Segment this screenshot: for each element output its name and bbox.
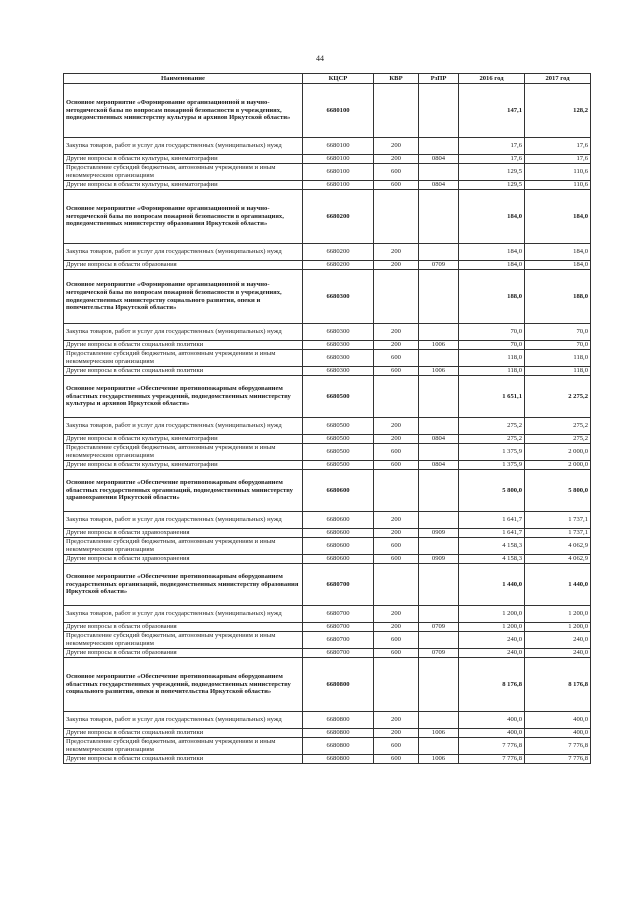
cell-kcsr: 6680500 bbox=[303, 376, 374, 418]
cell-kvr: 600 bbox=[374, 649, 419, 658]
cell-2016: 129,5 bbox=[459, 181, 525, 190]
cell-kvr bbox=[374, 564, 419, 606]
table-row bbox=[64, 138, 591, 155]
cell-rzpr bbox=[419, 418, 459, 435]
cell-rzpr: 1006 bbox=[419, 341, 459, 350]
cell-name: Основное мероприятие «Формирование организационной и научно-методической базы по вопросам пожарной безопасности в организациях, подведомственных министерству образования Иркутской области» bbox=[64, 190, 303, 244]
column-header-2017: 2017 год bbox=[525, 74, 591, 84]
cell-2017: 110,6 bbox=[525, 181, 591, 190]
cell-2016: 240,0 bbox=[459, 632, 525, 649]
cell-kcsr: 6680600 bbox=[303, 512, 374, 529]
cell-kcsr: 6680300 bbox=[303, 341, 374, 350]
cell-kcsr: 6680300 bbox=[303, 367, 374, 376]
cell-name: Закупка товаров, работ и услуг для государственных (муниципальных) нужд bbox=[64, 138, 303, 155]
cell-kvr bbox=[374, 270, 419, 324]
cell-rzpr bbox=[419, 376, 459, 418]
cell-name: Другие вопросы в области образования bbox=[64, 649, 303, 658]
cell-rzpr: 0909 bbox=[419, 555, 459, 564]
cell-name: Предоставление субсидий бюджетным, автономным учреждениям и иным некоммерческим организациям bbox=[64, 350, 303, 367]
cell-kcsr: 6680500 bbox=[303, 418, 374, 435]
cell-kvr: 200 bbox=[374, 418, 419, 435]
cell-kcsr: 6680200 bbox=[303, 261, 374, 270]
table-row bbox=[64, 261, 591, 270]
cell-2017: 70,0 bbox=[525, 341, 591, 350]
cell-kcsr: 6680800 bbox=[303, 755, 374, 764]
cell-2016: 118,0 bbox=[459, 350, 525, 367]
table-row bbox=[64, 341, 591, 350]
cell-rzpr bbox=[419, 244, 459, 261]
table-row bbox=[64, 512, 591, 529]
cell-kcsr: 6680700 bbox=[303, 632, 374, 649]
cell-kcsr: 6680800 bbox=[303, 729, 374, 738]
cell-rzpr: 0709 bbox=[419, 623, 459, 632]
cell-kcsr: 6680600 bbox=[303, 470, 374, 512]
cell-2017: 17,6 bbox=[525, 138, 591, 155]
cell-kvr: 600 bbox=[374, 755, 419, 764]
cell-2017: 240,0 bbox=[525, 632, 591, 649]
cell-kvr: 600 bbox=[374, 555, 419, 564]
cell-2017: 1 737,1 bbox=[525, 529, 591, 538]
cell-name: Предоставление субсидий бюджетным, автономным учреждениям и иным некоммерческим организациям bbox=[64, 538, 303, 555]
cell-kvr bbox=[374, 470, 419, 512]
cell-kcsr: 6680700 bbox=[303, 606, 374, 623]
cell-name: Другие вопросы в области здравоохранения bbox=[64, 529, 303, 538]
column-header-rzpr: РзПР bbox=[419, 74, 459, 84]
table-row bbox=[64, 623, 591, 632]
cell-rzpr bbox=[419, 512, 459, 529]
cell-rzpr: 0709 bbox=[419, 649, 459, 658]
cell-rzpr bbox=[419, 738, 459, 755]
cell-rzpr: 0804 bbox=[419, 435, 459, 444]
cell-rzpr bbox=[419, 564, 459, 606]
cell-2017: 1 440,0 bbox=[525, 564, 591, 606]
cell-kvr: 200 bbox=[374, 512, 419, 529]
cell-name: Основное мероприятие «Формирование организационной и научно-методической базы по вопросам пожарной безопасности в учреждениях, подведомственных министерству культуры и архивов Иркутской области» bbox=[64, 84, 303, 138]
table-row bbox=[64, 729, 591, 738]
cell-2016: 118,0 bbox=[459, 367, 525, 376]
cell-rzpr bbox=[419, 138, 459, 155]
cell-kcsr: 6680300 bbox=[303, 270, 374, 324]
cell-kcsr: 6680100 bbox=[303, 155, 374, 164]
cell-name: Другие вопросы в области культуры, кинематографии bbox=[64, 155, 303, 164]
cell-rzpr bbox=[419, 350, 459, 367]
cell-2017: 4 062,9 bbox=[525, 538, 591, 555]
cell-2017: 184,0 bbox=[525, 244, 591, 261]
cell-2017: 400,0 bbox=[525, 712, 591, 729]
cell-rzpr: 1006 bbox=[419, 367, 459, 376]
cell-name: Основное мероприятие «Обеспечение противопожарным оборудованием областных государственных учреждений, подведомственных министерству культуры и архивов Иркутской области» bbox=[64, 376, 303, 418]
cell-kvr: 200 bbox=[374, 435, 419, 444]
cell-kcsr: 6680700 bbox=[303, 623, 374, 632]
cell-name: Закупка товаров, работ и услуг для государственных (муниципальных) нужд bbox=[64, 606, 303, 623]
cell-name: Основное мероприятие «Обеспечение противопожарным оборудованием областных государственных учреждений, подведомственных министерству социального развития, опеки и попечительства Иркутской области» bbox=[64, 658, 303, 712]
table-row bbox=[64, 538, 591, 555]
table-row bbox=[64, 350, 591, 367]
cell-kcsr: 6680500 bbox=[303, 435, 374, 444]
cell-name: Основное мероприятие «Обеспечение противопожарным оборудованием государственных организаций, подведомственных министерству образования Иркутской области» bbox=[64, 564, 303, 606]
cell-2017: 188,0 bbox=[525, 270, 591, 324]
cell-name: Основное мероприятие «Формирование организационной и научно-методической базы по вопросам пожарной безопасности в учреждениях, подведомственных министерству социального развития, опеки и попечительства Иркутской области» bbox=[64, 270, 303, 324]
table-row-main-activity bbox=[64, 84, 591, 138]
cell-rzpr: 1006 bbox=[419, 729, 459, 738]
table-row bbox=[64, 555, 591, 564]
cell-kvr: 200 bbox=[374, 244, 419, 261]
cell-2017: 2 000,0 bbox=[525, 444, 591, 461]
cell-2016: 1 375,9 bbox=[459, 461, 525, 470]
cell-name: Другие вопросы в области социальной политики bbox=[64, 367, 303, 376]
cell-2016: 188,0 bbox=[459, 270, 525, 324]
cell-kvr: 200 bbox=[374, 606, 419, 623]
cell-2017: 118,0 bbox=[525, 350, 591, 367]
cell-name: Другие вопросы в области социальной политики bbox=[64, 729, 303, 738]
cell-2017: 110,6 bbox=[525, 164, 591, 181]
cell-rzpr bbox=[419, 606, 459, 623]
page-number: 44 bbox=[316, 54, 324, 63]
cell-2016: 1 651,1 bbox=[459, 376, 525, 418]
cell-2016: 5 800,0 bbox=[459, 470, 525, 512]
table-row-main-activity bbox=[64, 190, 591, 244]
cell-name: Закупка товаров, работ и услуг для государственных (муниципальных) нужд bbox=[64, 418, 303, 435]
table-row bbox=[64, 324, 591, 341]
table-row bbox=[64, 435, 591, 444]
cell-kcsr: 6680300 bbox=[303, 324, 374, 341]
table-row bbox=[64, 244, 591, 261]
cell-kcsr: 6680600 bbox=[303, 529, 374, 538]
cell-kcsr: 6680600 bbox=[303, 555, 374, 564]
cell-rzpr: 0804 bbox=[419, 181, 459, 190]
cell-2016: 1 200,0 bbox=[459, 623, 525, 632]
cell-2016: 1 200,0 bbox=[459, 606, 525, 623]
table-row bbox=[64, 461, 591, 470]
cell-rzpr bbox=[419, 270, 459, 324]
cell-2016: 70,0 bbox=[459, 341, 525, 350]
cell-2017: 2 275,2 bbox=[525, 376, 591, 418]
cell-kcsr: 6680100 bbox=[303, 84, 374, 138]
cell-2017: 70,0 bbox=[525, 324, 591, 341]
column-header-kvr: КВР bbox=[374, 74, 419, 84]
cell-kcsr: 6680200 bbox=[303, 244, 374, 261]
table-row bbox=[64, 418, 591, 435]
cell-kvr: 600 bbox=[374, 461, 419, 470]
cell-rzpr: 1006 bbox=[419, 755, 459, 764]
cell-2016: 4 158,3 bbox=[459, 555, 525, 564]
cell-kcsr: 6680800 bbox=[303, 658, 374, 712]
cell-name: Предоставление субсидий бюджетным, автономным учреждениям и иным некоммерческим организациям bbox=[64, 632, 303, 649]
cell-kvr bbox=[374, 658, 419, 712]
cell-rzpr bbox=[419, 190, 459, 244]
cell-name: Другие вопросы в области культуры, кинематографии bbox=[64, 435, 303, 444]
cell-2016: 275,2 bbox=[459, 435, 525, 444]
cell-2016: 1 641,7 bbox=[459, 529, 525, 538]
cell-2017: 7 776,8 bbox=[525, 738, 591, 755]
cell-name: Закупка товаров, работ и услуг для государственных (муниципальных) нужд bbox=[64, 324, 303, 341]
cell-name: Предоставление субсидий бюджетным, автономным учреждениям и иным некоммерческим организациям bbox=[64, 738, 303, 755]
table-row bbox=[64, 712, 591, 729]
cell-rzpr: 0709 bbox=[419, 261, 459, 270]
cell-name: Другие вопросы в области образования bbox=[64, 261, 303, 270]
cell-kcsr: 6680300 bbox=[303, 350, 374, 367]
cell-2017: 275,2 bbox=[525, 435, 591, 444]
cell-name: Другие вопросы в области социальной политики bbox=[64, 341, 303, 350]
cell-2016: 147,1 bbox=[459, 84, 525, 138]
column-header-name: Наименование bbox=[64, 74, 303, 84]
cell-2016: 1 375,9 bbox=[459, 444, 525, 461]
cell-kcsr: 6680800 bbox=[303, 712, 374, 729]
cell-kcsr: 6680600 bbox=[303, 538, 374, 555]
table-row bbox=[64, 155, 591, 164]
table-row bbox=[64, 181, 591, 190]
budget-table bbox=[63, 73, 591, 764]
cell-rzpr bbox=[419, 84, 459, 138]
cell-2016: 7 776,8 bbox=[459, 738, 525, 755]
cell-2017: 240,0 bbox=[525, 649, 591, 658]
cell-2017: 1 200,0 bbox=[525, 606, 591, 623]
cell-2016: 240,0 bbox=[459, 649, 525, 658]
cell-name: Закупка товаров, работ и услуг для государственных (муниципальных) нужд bbox=[64, 712, 303, 729]
cell-2017: 2 000,0 bbox=[525, 461, 591, 470]
cell-2017: 118,0 bbox=[525, 367, 591, 376]
cell-kcsr: 6680700 bbox=[303, 649, 374, 658]
cell-kvr: 200 bbox=[374, 261, 419, 270]
cell-name: Предоставление субсидий бюджетным, автономным учреждениям и иным некоммерческим организациям bbox=[64, 444, 303, 461]
table-row-main-activity bbox=[64, 376, 591, 418]
table-row bbox=[64, 164, 591, 181]
cell-2016: 184,0 bbox=[459, 244, 525, 261]
cell-kcsr: 6680700 bbox=[303, 564, 374, 606]
cell-name: Основное мероприятие «Обеспечение противопожарным оборудованием областных государственных организаций, подведомственных министерству здравоохранения Иркутской области» bbox=[64, 470, 303, 512]
table-header-row bbox=[64, 74, 591, 84]
column-header-kcsr: КЦСР bbox=[303, 74, 374, 84]
cell-2017: 275,2 bbox=[525, 418, 591, 435]
table-row-main-activity bbox=[64, 564, 591, 606]
cell-kvr: 600 bbox=[374, 350, 419, 367]
cell-2017: 400,0 bbox=[525, 729, 591, 738]
cell-kcsr: 6680100 bbox=[303, 138, 374, 155]
cell-kvr: 200 bbox=[374, 324, 419, 341]
cell-kcsr: 6680100 bbox=[303, 164, 374, 181]
cell-2016: 17,6 bbox=[459, 138, 525, 155]
cell-rzpr bbox=[419, 444, 459, 461]
table-row bbox=[64, 632, 591, 649]
cell-2016: 400,0 bbox=[459, 712, 525, 729]
cell-2016: 7 776,8 bbox=[459, 755, 525, 764]
cell-2016: 1 641,7 bbox=[459, 512, 525, 529]
column-header-2016: 2016 год bbox=[459, 74, 525, 84]
cell-kvr: 200 bbox=[374, 729, 419, 738]
cell-name: Закупка товаров, работ и услуг для государственных (муниципальных) нужд bbox=[64, 244, 303, 261]
table-row bbox=[64, 606, 591, 623]
cell-2017: 184,0 bbox=[525, 190, 591, 244]
cell-rzpr bbox=[419, 632, 459, 649]
table-row bbox=[64, 755, 591, 764]
table-row bbox=[64, 738, 591, 755]
cell-2017: 5 800,0 bbox=[525, 470, 591, 512]
cell-2016: 184,0 bbox=[459, 190, 525, 244]
table-row-main-activity bbox=[64, 470, 591, 512]
cell-kvr: 600 bbox=[374, 181, 419, 190]
cell-rzpr bbox=[419, 712, 459, 729]
cell-kvr: 600 bbox=[374, 444, 419, 461]
cell-2016: 17,6 bbox=[459, 155, 525, 164]
table-row bbox=[64, 529, 591, 538]
cell-rzpr bbox=[419, 658, 459, 712]
cell-rzpr bbox=[419, 164, 459, 181]
cell-name: Закупка товаров, работ и услуг для государственных (муниципальных) нужд bbox=[64, 512, 303, 529]
cell-2016: 1 440,0 bbox=[459, 564, 525, 606]
cell-kvr: 200 bbox=[374, 341, 419, 350]
cell-kvr: 200 bbox=[374, 623, 419, 632]
cell-kcsr: 6680100 bbox=[303, 181, 374, 190]
cell-2016: 70,0 bbox=[459, 324, 525, 341]
cell-kvr: 200 bbox=[374, 529, 419, 538]
cell-kvr: 200 bbox=[374, 138, 419, 155]
cell-2016: 184,0 bbox=[459, 261, 525, 270]
cell-name: Другие вопросы в области социальной политики bbox=[64, 755, 303, 764]
cell-2017: 1 200,0 bbox=[525, 623, 591, 632]
table-row bbox=[64, 444, 591, 461]
cell-kvr: 200 bbox=[374, 155, 419, 164]
cell-kvr bbox=[374, 190, 419, 244]
cell-kcsr: 6680800 bbox=[303, 738, 374, 755]
table-row-main-activity bbox=[64, 270, 591, 324]
cell-2017: 184,0 bbox=[525, 261, 591, 270]
cell-kcsr: 6680200 bbox=[303, 190, 374, 244]
cell-kcsr: 6680500 bbox=[303, 444, 374, 461]
cell-name: Другие вопросы в области здравоохранения bbox=[64, 555, 303, 564]
cell-rzpr: 0909 bbox=[419, 529, 459, 538]
table-row bbox=[64, 649, 591, 658]
cell-name: Предоставление субсидий бюджетным, автономным учреждениям и иным некоммерческим организациям bbox=[64, 164, 303, 181]
table-row bbox=[64, 367, 591, 376]
cell-2016: 129,5 bbox=[459, 164, 525, 181]
cell-2017: 7 776,8 bbox=[525, 755, 591, 764]
cell-2017: 128,2 bbox=[525, 84, 591, 138]
cell-name: Другие вопросы в области культуры, кинематографии bbox=[64, 181, 303, 190]
cell-2016: 4 158,3 bbox=[459, 538, 525, 555]
cell-2016: 8 176,8 bbox=[459, 658, 525, 712]
cell-kvr: 600 bbox=[374, 632, 419, 649]
cell-2017: 1 737,1 bbox=[525, 512, 591, 529]
table-row-main-activity bbox=[64, 658, 591, 712]
cell-name: Другие вопросы в области культуры, кинематографии bbox=[64, 461, 303, 470]
cell-2016: 275,2 bbox=[459, 418, 525, 435]
cell-2017: 8 176,8 bbox=[525, 658, 591, 712]
cell-kvr bbox=[374, 84, 419, 138]
cell-kvr: 600 bbox=[374, 738, 419, 755]
cell-kvr: 200 bbox=[374, 712, 419, 729]
cell-kvr: 600 bbox=[374, 538, 419, 555]
cell-2016: 400,0 bbox=[459, 729, 525, 738]
cell-rzpr: 0804 bbox=[419, 461, 459, 470]
cell-kvr: 600 bbox=[374, 164, 419, 181]
cell-rzpr bbox=[419, 470, 459, 512]
cell-2017: 17,6 bbox=[525, 155, 591, 164]
cell-name: Другие вопросы в области образования bbox=[64, 623, 303, 632]
cell-kcsr: 6680500 bbox=[303, 461, 374, 470]
cell-kvr bbox=[374, 376, 419, 418]
cell-rzpr bbox=[419, 324, 459, 341]
cell-rzpr bbox=[419, 538, 459, 555]
cell-2017: 4 062,9 bbox=[525, 555, 591, 564]
cell-rzpr: 0804 bbox=[419, 155, 459, 164]
cell-kvr: 600 bbox=[374, 367, 419, 376]
